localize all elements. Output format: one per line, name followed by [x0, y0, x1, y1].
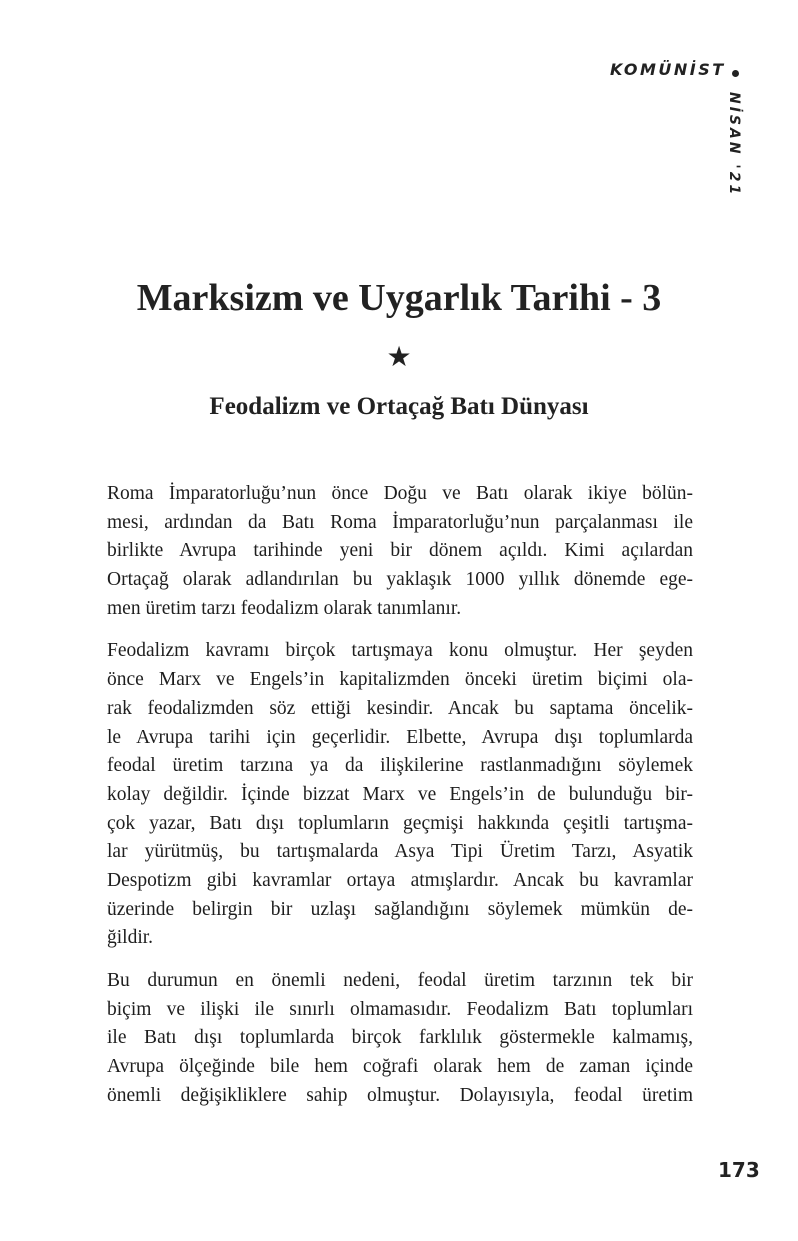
text-line: Despotizm gibi kavramlar ortaya atmışlardır. Ancak bu kavramlar: [107, 869, 693, 891]
page-number: 173: [718, 1158, 760, 1182]
article-title: Marksizm ve Uygarlık Tarihi - 3: [136, 277, 662, 319]
text-line: Feodalizm kavramı birçok tartışmaya konu olmuştur. Her şeyden: [107, 640, 693, 662]
text-line: men üretim tarzı feodalizm olarak tanımlanır.: [107, 597, 462, 619]
text-line: birlikte Avrupa tarihinde yeni bir dönem açıldı. Kimi açılardan: [107, 540, 693, 562]
text-line: kolay değildir. İçinde bizzat Marx ve Engels’in de bulunduğu bir-: [107, 783, 693, 805]
star-icon: ★: [386, 342, 412, 373]
text-line: biçim ve ilişki ile sınırlı olmamasıdır. Feodalizm Batı toplumları: [107, 998, 693, 1020]
text-line: önemli değişikliklere sahip olmuştur. Dolayısıyla, feodal üretim: [107, 1084, 693, 1106]
paragraph: [107, 967, 693, 1110]
text-line: rak feodalizmden söz ettiği kesindir. Ancak bu saptama öncelik-: [107, 697, 693, 719]
text-line: Roma İmparatorluğu’nun önce Doğu ve Batı olarak ikiye bölün-: [107, 483, 693, 504]
text-line: le Avrupa tarihi için geçerlidir. Elbette, Avrupa dışı toplumlarda: [107, 726, 693, 748]
paragraph: [107, 480, 693, 623]
text-line: ğildir.: [107, 927, 154, 949]
text-line: üzerinde belirgin bir uzlaşı sağlandığını söylemek mümkün de-: [107, 898, 693, 920]
issue-date: NİSAN '21: [726, 92, 742, 198]
bullet-dot-icon: [732, 70, 739, 77]
text-line: önce Marx ve Engels’in kapitalizmden önceki üretim biçimi ola-: [107, 669, 693, 691]
text-line: Ortaçağ olarak adlandırılan bu yaklaşık 1000 yıllık dönemde ege-: [107, 569, 693, 591]
magazine-name: KOMÜNİST: [610, 60, 726, 79]
text-line: ile Batı dışı toplumlarda birçok farklılık göstermekle kalmamış,: [107, 1027, 693, 1049]
paragraph: [107, 637, 693, 953]
article-body: [107, 480, 693, 1124]
text-line: mesi, ardından da Batı Roma İmparatorluğu’nun parçalanması ile: [107, 511, 693, 533]
text-line: lar yürütmüş, bu tartışmalarda Asya Tipi Üretim Tarzı, Asyatik: [107, 841, 693, 863]
text-line: feodal üretim tarzına ya da ilişkilerine rastlanmadığını söylemek: [107, 755, 693, 777]
text-line: çok yazar, Batı dışı toplumların geçmişi hakkında çeşitli tartışma-: [107, 812, 693, 834]
text-line: Bu durumun en önemli nedeni, feodal üretim tarzının tek bir: [107, 970, 693, 991]
text-line: Avrupa ölçeğinde bile hem coğrafi olarak hem de zaman içinde: [107, 1056, 693, 1078]
article-subtitle: Feodalizm ve Ortaçağ Batı Dünyası: [209, 393, 589, 420]
